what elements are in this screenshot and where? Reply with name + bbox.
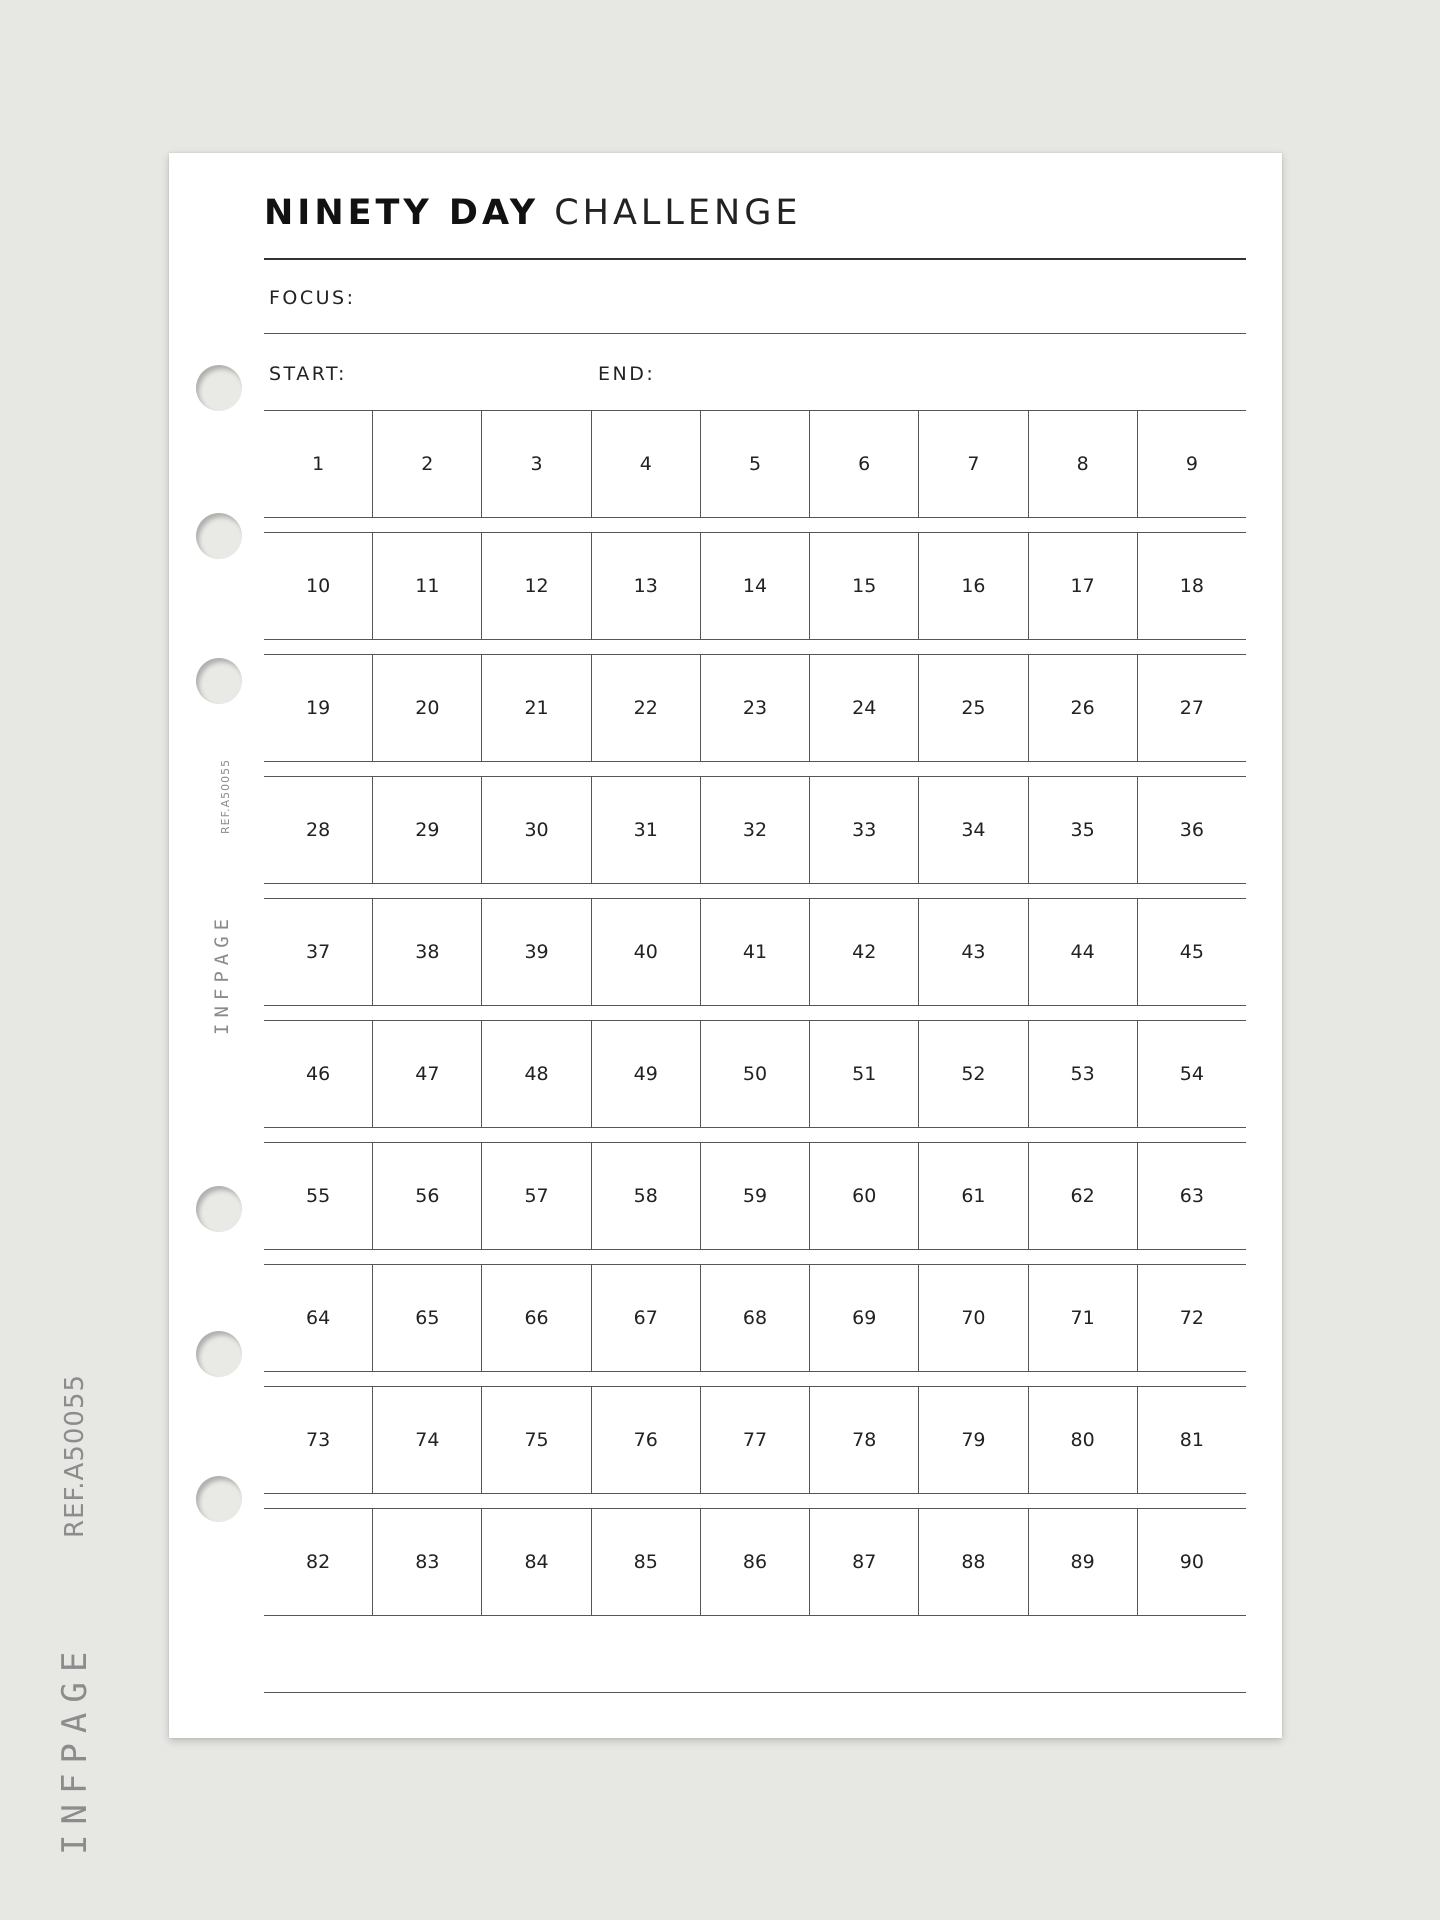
day-cell[interactable]: 14	[701, 533, 810, 639]
day-cell[interactable]: 6	[810, 411, 919, 517]
planner-sheet	[169, 153, 1282, 1738]
day-cell[interactable]: 65	[373, 1265, 482, 1371]
day-cell[interactable]: 70	[919, 1265, 1028, 1371]
day-cell[interactable]: 4	[592, 411, 701, 517]
day-cell[interactable]: 26	[1029, 655, 1138, 761]
day-cell[interactable]: 56	[373, 1143, 482, 1249]
day-cell[interactable]: 78	[810, 1387, 919, 1493]
day-cell[interactable]: 46	[264, 1021, 373, 1127]
day-cell[interactable]: 83	[373, 1509, 482, 1615]
day-row	[264, 898, 1246, 1006]
day-cell[interactable]: 73	[264, 1387, 373, 1493]
day-cell[interactable]: 62	[1029, 1143, 1138, 1249]
day-cell[interactable]: 82	[264, 1509, 373, 1615]
day-cell[interactable]: 90	[1179, 1551, 1204, 1573]
day-cell[interactable]: 61	[919, 1143, 1028, 1249]
binder-hole	[196, 365, 242, 411]
day-cell[interactable]: 88	[919, 1509, 1028, 1615]
focus-rule[interactable]	[264, 333, 1246, 334]
day-cell[interactable]: 27	[1179, 697, 1204, 719]
day-cell[interactable]: 34	[919, 777, 1028, 883]
day-cell[interactable]: 18	[1179, 575, 1204, 597]
day-cell[interactable]: 52	[919, 1021, 1028, 1127]
focus-label: FOCUS:	[269, 287, 356, 309]
day-cell[interactable]: 54	[1179, 1063, 1204, 1085]
day-cell[interactable]: 1	[264, 411, 373, 517]
day-cell[interactable]: 11	[373, 533, 482, 639]
bottom-rule	[264, 1692, 1246, 1693]
day-cell[interactable]: 37	[264, 899, 373, 1005]
day-cell[interactable]: 36	[1179, 819, 1204, 841]
sheet-side-ref: REF.A50055	[219, 758, 232, 834]
day-cell[interactable]: 71	[1029, 1265, 1138, 1371]
binder-hole	[196, 658, 242, 704]
day-row	[264, 410, 1246, 518]
background-ref: REF.A50055	[60, 1373, 90, 1538]
day-cell[interactable]: 87	[810, 1509, 919, 1615]
day-row	[264, 654, 1246, 762]
day-cell[interactable]: 23	[701, 655, 810, 761]
day-cell[interactable]: 76	[592, 1387, 701, 1493]
day-cell[interactable]: 89	[1029, 1509, 1138, 1615]
day-cell[interactable]: 63	[1179, 1185, 1204, 1207]
day-cell[interactable]: 47	[373, 1021, 482, 1127]
day-cell[interactable]: 38	[373, 899, 482, 1005]
day-cell[interactable]: 41	[701, 899, 810, 1005]
binder-hole	[196, 513, 242, 559]
binder-hole	[196, 1476, 242, 1522]
day-cell[interactable]: 81	[1179, 1429, 1204, 1451]
binder-hole	[196, 1331, 242, 1377]
day-cell[interactable]: 66	[482, 1265, 591, 1371]
day-cell[interactable]: 57	[482, 1143, 591, 1249]
day-cell[interactable]: 58	[592, 1143, 701, 1249]
day-cell[interactable]: 35	[1029, 777, 1138, 883]
day-cell[interactable]: 3	[482, 411, 591, 517]
day-cell[interactable]: 44	[1029, 899, 1138, 1005]
day-cell[interactable]: 8	[1029, 411, 1138, 517]
day-row	[264, 776, 1246, 884]
day-row	[264, 1142, 1246, 1250]
day-cell[interactable]: 21	[482, 655, 591, 761]
day-row	[264, 1386, 1246, 1494]
day-row	[264, 1264, 1246, 1372]
day-cell[interactable]: 49	[592, 1021, 701, 1127]
day-cell[interactable]: 9	[1185, 453, 1198, 475]
day-cell[interactable]: 60	[810, 1143, 919, 1249]
day-cell[interactable]: 74	[373, 1387, 482, 1493]
day-cell[interactable]: 72	[1179, 1307, 1204, 1329]
day-cell[interactable]: 13	[592, 533, 701, 639]
day-cell[interactable]: 39	[482, 899, 591, 1005]
day-cell[interactable]: 28	[264, 777, 373, 883]
day-cell[interactable]: 31	[592, 777, 701, 883]
title-rule	[264, 258, 1246, 260]
day-cell[interactable]: 84	[482, 1509, 591, 1615]
day-cell[interactable]: 53	[1029, 1021, 1138, 1127]
day-cell[interactable]: 59	[701, 1143, 810, 1249]
day-cell[interactable]: 45	[1179, 941, 1204, 963]
day-cell[interactable]: 7	[919, 411, 1028, 517]
day-cell[interactable]: 16	[919, 533, 1028, 639]
day-cell[interactable]: 48	[482, 1021, 591, 1127]
day-cell[interactable]: 68	[701, 1265, 810, 1371]
day-cell[interactable]: 22	[592, 655, 701, 761]
binder-hole	[196, 1186, 242, 1232]
background-brand: INFPAGE	[55, 1641, 95, 1855]
day-cell[interactable]: 20	[373, 655, 482, 761]
day-grid	[264, 410, 1246, 1630]
day-row	[264, 1020, 1246, 1128]
day-cell[interactable]: 40	[592, 899, 701, 1005]
day-cell[interactable]: 50	[701, 1021, 810, 1127]
day-cell[interactable]: 12	[482, 533, 591, 639]
page-title	[264, 193, 801, 233]
day-cell[interactable]: 75	[482, 1387, 591, 1493]
day-cell[interactable]: 80	[1029, 1387, 1138, 1493]
day-cell[interactable]: 33	[810, 777, 919, 883]
day-cell[interactable]: 5	[701, 411, 810, 517]
title-bold: NINETY DAY	[264, 193, 540, 233]
day-cell[interactable]: 25	[919, 655, 1028, 761]
day-cell[interactable]: 51	[810, 1021, 919, 1127]
day-cell[interactable]: 77	[701, 1387, 810, 1493]
day-cell[interactable]: 17	[1029, 533, 1138, 639]
day-row	[264, 532, 1246, 640]
day-cell[interactable]: 24	[810, 655, 919, 761]
day-cell[interactable]: 30	[482, 777, 591, 883]
day-cell[interactable]: 86	[701, 1509, 810, 1615]
day-row	[264, 1508, 1246, 1616]
day-cell[interactable]: 10	[264, 533, 373, 639]
title-light: CHALLENGE	[554, 193, 802, 233]
day-cell[interactable]: 69	[810, 1265, 919, 1371]
day-cell[interactable]: 42	[810, 899, 919, 1005]
day-cell[interactable]: 43	[919, 899, 1028, 1005]
day-cell[interactable]: 67	[592, 1265, 701, 1371]
day-cell[interactable]: 55	[264, 1143, 373, 1249]
end-label: END:	[598, 363, 656, 385]
day-cell[interactable]: 15	[810, 533, 919, 639]
day-cell[interactable]: 29	[373, 777, 482, 883]
day-cell[interactable]: 79	[919, 1387, 1028, 1493]
sheet-side-brand: INFPAGE	[211, 912, 233, 1035]
day-cell[interactable]: 2	[373, 411, 482, 517]
day-cell[interactable]: 85	[592, 1509, 701, 1615]
day-cell[interactable]: 19	[264, 655, 373, 761]
day-cell[interactable]: 64	[264, 1265, 373, 1371]
day-cell[interactable]: 32	[701, 777, 810, 883]
start-label: START:	[269, 363, 347, 385]
